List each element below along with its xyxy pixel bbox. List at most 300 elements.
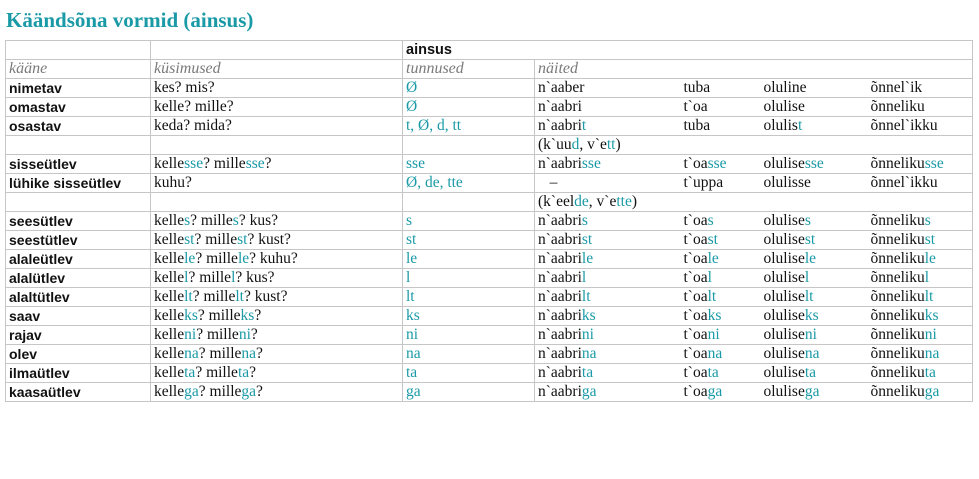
example-4 [868, 345, 973, 364]
case-questions [151, 212, 403, 231]
case-markers: ni [403, 326, 535, 345]
questions-text [154, 250, 298, 267]
case-questions [151, 117, 403, 136]
marker-highlight: l [581, 269, 587, 286]
text-segment: ? mille [195, 250, 238, 267]
table-row [6, 98, 973, 117]
table-row [6, 231, 973, 250]
text-segment: ) [615, 136, 621, 153]
marker-highlight: ga [184, 383, 199, 400]
case-name: ilmaütlev [6, 364, 151, 383]
text-segment: ? mille [198, 383, 242, 400]
example-3 [761, 250, 868, 269]
example-word [538, 307, 596, 324]
text-segment: ? mille [196, 326, 239, 343]
example-2 [681, 364, 761, 383]
example-word [871, 98, 925, 115]
example-word [538, 250, 593, 267]
questions-text [154, 79, 215, 96]
text-segment: n`aabri [538, 231, 582, 248]
text-segment: olulise [763, 288, 805, 305]
questions-text [154, 307, 261, 324]
text-segment: kelle [154, 326, 185, 343]
text-segment: kelle [154, 364, 185, 381]
questions-text [154, 212, 278, 229]
example-1 [535, 307, 681, 326]
example-3 [761, 212, 868, 231]
case-markers: Ø [403, 79, 535, 98]
empty-cell [6, 136, 151, 155]
text-segment: kes? mis? [154, 79, 215, 96]
example-1 [535, 79, 681, 98]
example-2 [681, 326, 761, 345]
example-word [764, 288, 814, 305]
marker-highlight: ta [804, 364, 817, 381]
text-segment: (k`eel [538, 193, 575, 210]
example-3 [761, 98, 868, 117]
example-variant-text [538, 193, 637, 210]
example-2 [681, 307, 761, 326]
marker-highlight: sse [707, 155, 727, 172]
text-segment: õnneliku [870, 364, 925, 381]
marker-highlight: ta [184, 364, 196, 381]
marker-highlight: na [707, 345, 723, 362]
marker-highlight: lt [184, 288, 193, 305]
example-3 [761, 79, 868, 98]
example-4 [868, 79, 973, 98]
text-segment: ? mille [194, 231, 238, 248]
group-header-row [6, 41, 973, 60]
text-segment: t`uppa [683, 174, 724, 191]
text-segment: olulise [763, 155, 805, 172]
marker-highlight: s [581, 212, 588, 229]
subheader-examples: näited [535, 60, 973, 79]
text-segment: n`aabri [538, 383, 582, 400]
example-word [684, 269, 712, 286]
marker-highlight: l [924, 269, 930, 286]
case-questions [151, 345, 403, 364]
example-4 [868, 364, 973, 383]
example-1 [535, 345, 681, 364]
example-word [871, 288, 934, 305]
text-segment: t`oa [683, 212, 708, 229]
table-row [6, 307, 973, 326]
empty-cell [403, 136, 535, 155]
questions-text [154, 383, 263, 400]
case-name: saav [6, 307, 151, 326]
marker-highlight: le [707, 250, 719, 267]
example-word [871, 174, 938, 191]
text-segment: kuhu? [154, 174, 192, 191]
example-word [871, 364, 936, 381]
case-name: seesütlev [6, 212, 151, 231]
marker-highlight: na [184, 345, 199, 362]
table-row [6, 383, 973, 402]
example-word [764, 383, 820, 400]
marker-highlight: l [184, 269, 189, 286]
text-segment: olulise [763, 98, 805, 115]
example-word [538, 364, 593, 381]
case-name: rajav [6, 326, 151, 345]
marker-highlight: sse [184, 155, 204, 172]
example-3 [761, 364, 868, 383]
text-segment: tuba [683, 79, 711, 96]
marker-highlight: na [924, 345, 940, 362]
example-word [871, 307, 939, 324]
example-word [764, 307, 819, 324]
marker-highlight: l [804, 269, 810, 286]
questions-text [154, 288, 287, 305]
case-questions [151, 288, 403, 307]
text-segment: ? mille [192, 288, 236, 305]
text-segment: olulise [763, 345, 805, 362]
questions-text [154, 326, 258, 343]
example-word [538, 212, 588, 229]
example-word [871, 383, 940, 400]
subheader-questions: küsimused [151, 60, 403, 79]
example-word [871, 326, 937, 343]
marker-highlight: lt [235, 288, 244, 305]
text-segment: n`aabri [538, 212, 582, 229]
text-segment: kelle [154, 383, 185, 400]
text-segment: oluline [763, 79, 807, 96]
text-segment: t`oa [683, 364, 708, 381]
text-segment: kelle [154, 288, 185, 305]
example-4 [868, 231, 973, 250]
text-segment: t`oa [683, 98, 708, 115]
example-word [764, 79, 807, 96]
text-segment: õnneliku [870, 307, 925, 324]
case-markers: lt [403, 288, 535, 307]
marker-highlight: lt [581, 288, 591, 305]
case-name: kaasaütlev [6, 383, 151, 402]
text-segment: õnneliku [870, 231, 925, 248]
text-segment: ? [254, 307, 262, 324]
marker-highlight: na [241, 345, 257, 362]
marker-highlight: na [804, 345, 820, 362]
case-name: alalütlev [6, 269, 151, 288]
text-segment: n`aabri [538, 155, 582, 172]
example-word [538, 383, 597, 400]
text-segment: õnnel`ikku [870, 117, 938, 134]
marker-highlight: ks [924, 307, 939, 324]
example-word [871, 345, 940, 362]
text-segment: õnneliku [870, 155, 925, 172]
example-2 [681, 345, 761, 364]
example-word [764, 364, 817, 381]
example-word [538, 269, 586, 286]
example-1 [535, 269, 681, 288]
example-1 [535, 155, 681, 174]
marker-highlight: s [804, 212, 811, 229]
text-segment: t`oa [683, 155, 708, 172]
questions-text [154, 98, 234, 115]
case-markers: ks [403, 307, 535, 326]
marker-highlight: st [184, 231, 195, 248]
table-row [6, 79, 973, 98]
table-row [6, 250, 973, 269]
case-questions [151, 250, 403, 269]
marker-highlight: ni [924, 326, 937, 343]
text-segment: olulisse [763, 174, 811, 191]
example-word [538, 98, 582, 115]
example-4 [868, 212, 973, 231]
marker-highlight: l [231, 269, 236, 286]
example-variant [535, 193, 973, 212]
marker-highlight: ni [707, 326, 720, 343]
example-3 [761, 326, 868, 345]
marker-highlight: sse [924, 155, 944, 172]
example-word [684, 212, 714, 229]
example-4 [868, 269, 973, 288]
example-2 [681, 155, 761, 174]
marker-highlight: ks [804, 307, 819, 324]
table-row [6, 326, 973, 345]
example-2 [681, 250, 761, 269]
marker-highlight: lt [924, 288, 934, 305]
example-word [871, 269, 930, 286]
text-segment: t`oa [683, 288, 708, 305]
example-4 [868, 155, 973, 174]
marker-highlight: le [804, 250, 817, 267]
table-row [6, 174, 973, 193]
example-4 [868, 326, 973, 345]
marker-highlight: ni [581, 326, 594, 343]
case-name: sisseütlev [6, 155, 151, 174]
example-word [764, 98, 805, 115]
subheader-case: kääne [6, 60, 151, 79]
example-variant [535, 136, 973, 155]
case-markers: Ø, de, tte [403, 174, 535, 193]
example-word [764, 345, 820, 362]
text-segment: kelle [154, 155, 185, 172]
text-segment: õnnel`ik [870, 79, 923, 96]
text-segment: olulise [763, 326, 805, 343]
case-questions [151, 269, 403, 288]
marker-highlight: ta [581, 364, 594, 381]
marker-highlight: sse [581, 155, 601, 172]
questions-text [154, 155, 272, 172]
marker-highlight: st [581, 231, 593, 248]
marker-highlight: ga [581, 383, 597, 400]
example-word [764, 231, 816, 248]
text-segment: n`aabri [538, 250, 582, 267]
marker-highlight: ta [924, 364, 936, 381]
table-row [6, 364, 973, 383]
text-segment: ? kus? [235, 269, 275, 286]
text-segment: ? kus? [238, 212, 279, 229]
example-word [684, 307, 722, 324]
marker-highlight: na [581, 345, 597, 362]
example-word [764, 174, 811, 191]
example-word [684, 383, 723, 400]
marker-highlight: s [924, 212, 931, 229]
example-2 [681, 174, 761, 193]
example-word [538, 326, 594, 343]
example-4 [868, 98, 973, 117]
text-segment: õnneliku [870, 250, 925, 267]
marker-highlight: ni [238, 326, 251, 343]
case-name: olev [6, 345, 151, 364]
example-word [538, 117, 586, 134]
example-word [871, 155, 944, 172]
case-questions [151, 307, 403, 326]
questions-text [154, 345, 263, 362]
text-segment: ? mille [195, 364, 238, 381]
text-segment: , v`e [588, 193, 617, 210]
text-segment: olulise [763, 307, 805, 324]
example-3 [761, 383, 868, 402]
declension-table [5, 40, 973, 402]
case-questions [151, 231, 403, 250]
text-segment: olulis [763, 117, 798, 134]
text-segment: t`oa [683, 383, 708, 400]
marker-highlight: st [804, 231, 816, 248]
case-markers: le [403, 250, 535, 269]
marker-highlight: lt [804, 288, 814, 305]
example-word [538, 288, 591, 305]
text-segment: , v`e [579, 136, 607, 153]
text-segment: ? kust? [247, 231, 291, 248]
text-segment: ? [250, 326, 258, 343]
text-segment: – [538, 174, 558, 191]
text-segment: õnneliku [870, 212, 925, 229]
table-row [6, 155, 973, 174]
example-word [764, 212, 811, 229]
example-word [684, 79, 711, 96]
example-3 [761, 155, 868, 174]
example-2 [681, 212, 761, 231]
text-segment: t`oa [683, 269, 708, 286]
example-word [871, 231, 936, 248]
text-segment: ? [264, 155, 272, 172]
empty-cell [6, 193, 151, 212]
case-questions [151, 174, 403, 193]
case-markers: ga [403, 383, 535, 402]
marker-highlight: ta [707, 364, 719, 381]
empty-cell [151, 136, 403, 155]
example-2 [681, 288, 761, 307]
marker-highlight: le [924, 250, 936, 267]
text-segment: ) [631, 193, 637, 210]
example-word [764, 117, 803, 134]
example-4 [868, 307, 973, 326]
case-name: alaleütlev [6, 250, 151, 269]
marker-highlight: ks [581, 307, 596, 324]
table-row [6, 269, 973, 288]
table-row-continuation [6, 193, 973, 212]
example-2 [681, 79, 761, 98]
example-1 [535, 288, 681, 307]
example-2 [681, 117, 761, 136]
marker-highlight: st [237, 231, 248, 248]
marker-highlight: ga [804, 383, 820, 400]
example-word [684, 98, 708, 115]
case-name: alaltütlev [6, 288, 151, 307]
example-3 [761, 174, 868, 193]
text-segment: n`aabri [538, 98, 582, 115]
example-word [538, 345, 597, 362]
questions-text [154, 269, 275, 286]
case-markers: Ø [403, 98, 535, 117]
group-header: ainsus [403, 41, 973, 60]
text-segment: ? mille [197, 307, 241, 324]
marker-highlight: s [184, 212, 191, 229]
text-segment: n`aabri [538, 269, 582, 286]
text-segment: t`oa [683, 231, 708, 248]
text-segment: olulise [763, 269, 805, 286]
marker-highlight: st [707, 231, 718, 248]
case-name: seestütlev [6, 231, 151, 250]
page-title: Käändsõna vormid (ainsus) [6, 8, 254, 32]
text-segment: ? kust? [244, 288, 288, 305]
marker-highlight: lt [707, 288, 717, 305]
marker-highlight: t [581, 117, 587, 134]
example-1 [535, 326, 681, 345]
case-questions [151, 326, 403, 345]
text-segment: kelle [154, 269, 185, 286]
text-segment: õnneliku [870, 269, 925, 286]
text-segment: ? mille [198, 345, 242, 362]
example-3 [761, 307, 868, 326]
questions-text [154, 364, 256, 381]
case-markers: st [403, 231, 535, 250]
example-word [538, 79, 584, 96]
example-variant-text [538, 136, 621, 153]
subheader-row [6, 60, 973, 79]
marker-highlight: le [581, 250, 594, 267]
marker-highlight: ga [707, 383, 723, 400]
example-1 [535, 231, 681, 250]
example-word [871, 212, 931, 229]
example-2 [681, 269, 761, 288]
marker-highlight: le [184, 250, 196, 267]
text-segment: ? [256, 345, 263, 362]
marker-highlight: sse [804, 155, 824, 172]
marker-highlight: tte [616, 193, 632, 210]
example-2 [681, 98, 761, 117]
text-segment: kelle [154, 250, 185, 267]
text-segment: n`aabri [538, 117, 582, 134]
text-segment: n`aabri [538, 288, 582, 305]
questions-text [154, 231, 291, 248]
case-markers: s [403, 212, 535, 231]
case-markers: na [403, 345, 535, 364]
example-1 [535, 117, 681, 136]
table-row [6, 117, 973, 136]
case-name: nimetav [6, 79, 151, 98]
subheader-markers: tunnused [403, 60, 535, 79]
example-4 [868, 288, 973, 307]
text-segment: keda? mida? [154, 117, 232, 134]
example-word [871, 250, 936, 267]
text-segment: õnneliku [870, 326, 925, 343]
example-3 [761, 345, 868, 364]
example-4 [868, 383, 973, 402]
text-segment: t`oa [683, 326, 708, 343]
text-segment: ? kuhu? [249, 250, 298, 267]
example-word [684, 117, 711, 134]
marker-highlight: ks [240, 307, 255, 324]
text-segment: kelle [154, 345, 185, 362]
marker-highlight: ta [237, 364, 250, 381]
text-segment: tuba [683, 117, 711, 134]
marker-highlight: l [707, 269, 712, 286]
marker-highlight: ks [184, 307, 198, 324]
example-word [538, 174, 557, 191]
example-4 [868, 250, 973, 269]
empty-cell [151, 193, 403, 212]
